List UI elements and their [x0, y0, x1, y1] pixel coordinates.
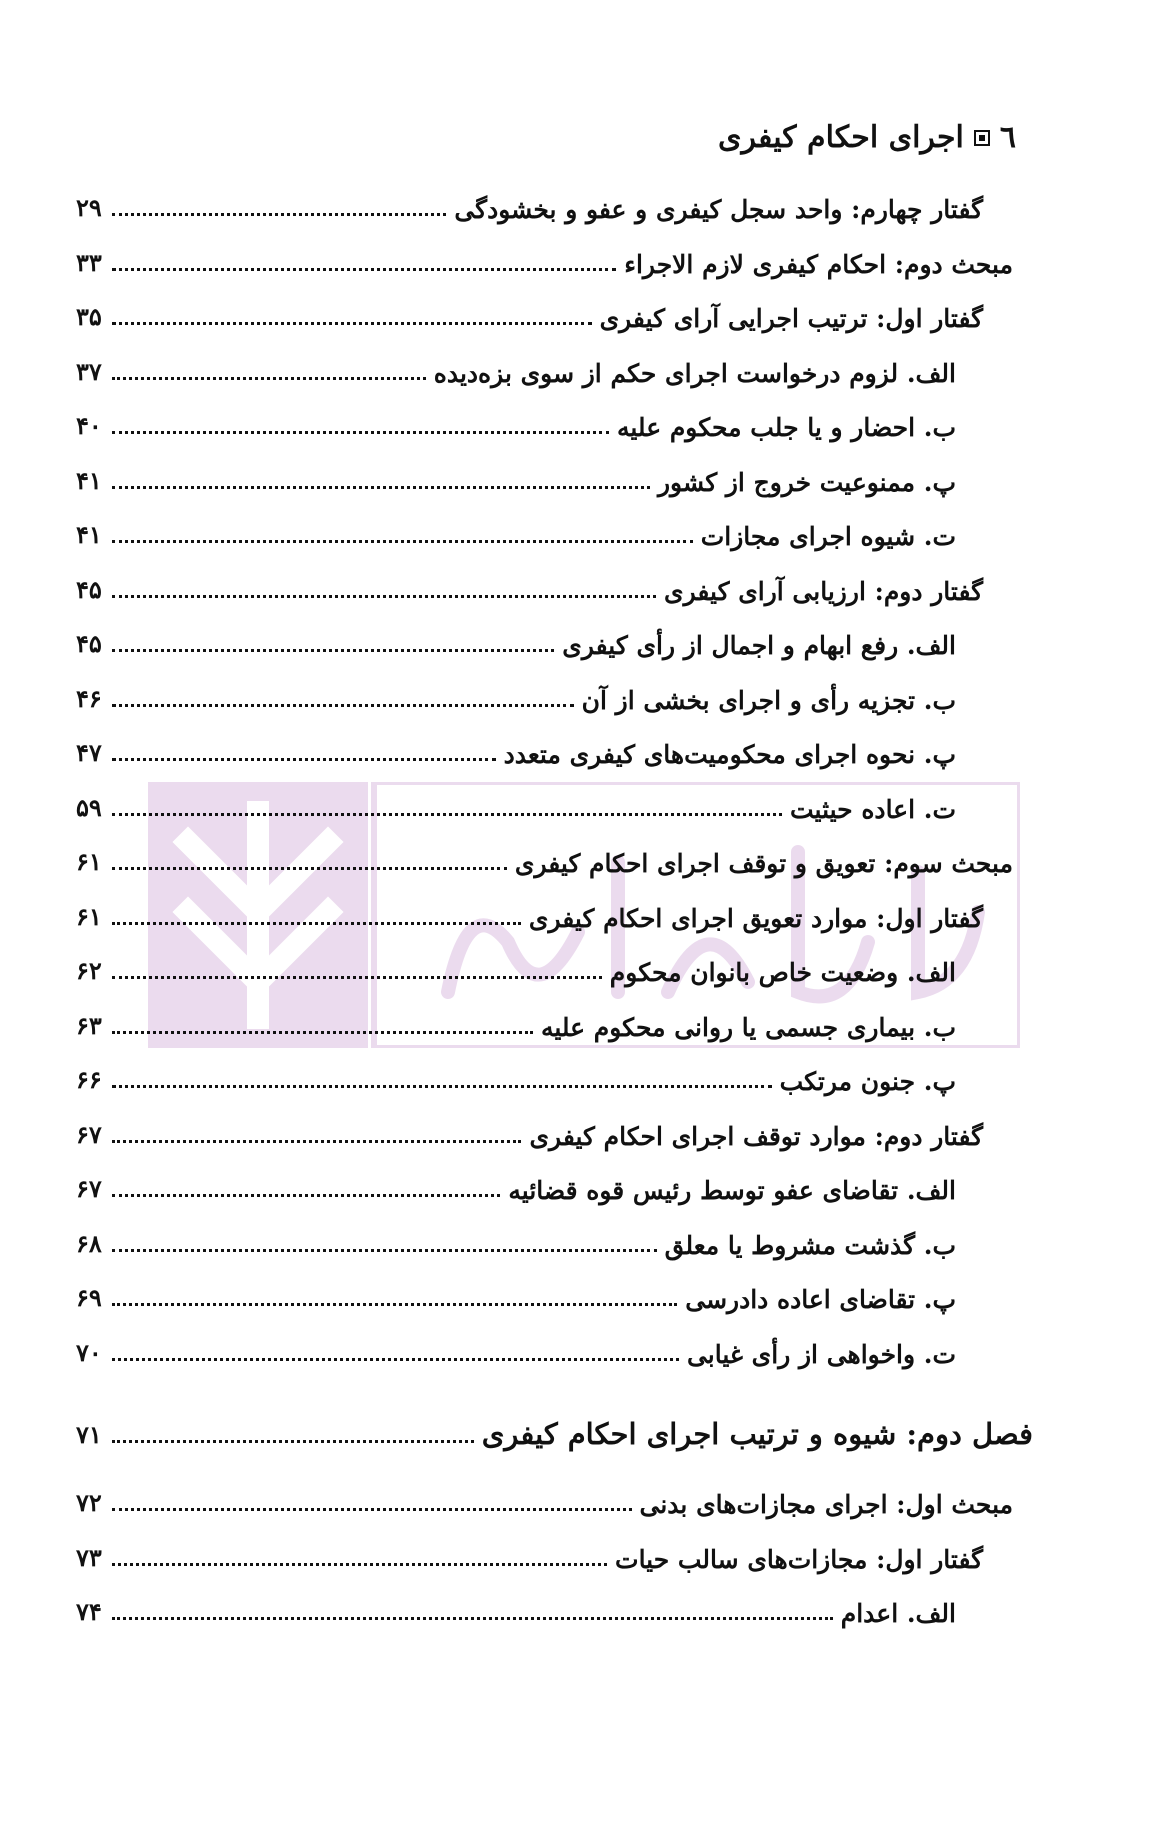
book-title: اجرای احکام کیفری — [718, 120, 964, 155]
toc-entry-page-number: ۷۴ — [76, 1597, 102, 1626]
toc-entry-title: پ. تقاضای اعاده دادرسی — [685, 1285, 956, 1314]
dot-leader — [112, 1358, 679, 1361]
toc-entry — [0, 1109, 1161, 1153]
square-bullet-icon — [974, 130, 990, 146]
toc-entry — [0, 673, 1161, 717]
toc-entry — [0, 782, 1161, 826]
dot-leader — [112, 1249, 657, 1252]
toc-entry — [0, 509, 1161, 553]
toc-entry — [0, 1586, 1161, 1630]
toc-entry-page-number: ۴۰ — [76, 411, 102, 440]
toc-entry-page-number: ۶۹ — [76, 1283, 102, 1312]
dot-leader — [112, 377, 426, 380]
dot-leader — [112, 322, 592, 325]
toc-entry-title: الف. رفع ابهام و اجمال از رأی کیفری — [562, 631, 956, 660]
toc-entry — [0, 618, 1161, 662]
toc-entry-title: الف. اعدام — [840, 1599, 956, 1628]
toc-entry-page-number: ۲۹ — [76, 193, 102, 222]
toc-entry-title: پ. نحوه اجرای محکومیت‌های کیفری متعدد — [503, 740, 956, 769]
toc-entry-title: ب. تجزیه رأی و اجرای بخشی از آن — [581, 685, 956, 715]
toc-entry-page-number: ۴۱ — [76, 520, 102, 549]
toc-entry-title: الف. لزوم درخواست اجرای حکم از سوی بزه‌دیده — [433, 358, 956, 388]
toc-entry-page-number: ۶۷ — [76, 1119, 102, 1149]
dot-leader — [112, 1194, 500, 1197]
toc-entry-page-number: ۴۶ — [76, 683, 102, 713]
toc-entry-title: ت. اعاده حیثیت — [790, 794, 956, 824]
toc-entry-title: گفتار دوم: ارزیابی آرای کیفری — [664, 576, 983, 606]
toc-entry-page-number: ۷۰ — [76, 1337, 102, 1367]
toc-entry-page-number: ۶۷ — [76, 1174, 102, 1203]
dot-leader — [112, 268, 616, 271]
toc-entry-page-number: ۶۶ — [76, 1065, 102, 1094]
dot-leader — [112, 649, 554, 652]
dot-leader — [112, 213, 446, 216]
running-header — [718, 120, 1016, 155]
toc-entry — [0, 1272, 1161, 1316]
toc-entry — [0, 455, 1161, 499]
toc-entry-title: مبحث سوم: تعویق و توقف اجرای احکام کیفری — [514, 849, 1013, 878]
toc-entry-title: گفتار اول: ترتیب اجرایی آرای کیفری — [599, 304, 983, 333]
toc-entry-title: فصل دوم: شیوه و ترتیب اجرای احکام کیفری — [481, 1417, 1033, 1451]
dot-leader — [112, 595, 656, 598]
toc-entry-title: ب. احضار و یا جلب محکوم علیه — [616, 413, 956, 442]
dot-leader — [112, 1563, 607, 1566]
dot-leader — [112, 813, 782, 816]
toc-entry-title: ب. گذشت مشروط یا معلق — [664, 1230, 956, 1260]
toc-entry-title: مبحث دوم: احکام کیفری لازم الاجراء — [624, 249, 1013, 279]
toc-entry — [0, 1218, 1161, 1262]
toc-entry — [0, 1477, 1161, 1521]
toc-entry — [0, 400, 1161, 444]
dot-leader — [112, 486, 650, 489]
toc-entry-page-number: ۷۲ — [76, 1488, 102, 1517]
toc-entry — [0, 182, 1161, 226]
toc-entry-page-number: ۶۱ — [76, 901, 102, 931]
toc-entry-title: الف. تقاضای عفو توسط رئیس قوه قضائیه — [508, 1176, 956, 1205]
toc-entry-page-number: ۶۸ — [76, 1228, 102, 1258]
toc-entry — [0, 727, 1161, 771]
toc-entry — [0, 1054, 1161, 1098]
dot-leader — [112, 1440, 474, 1443]
toc-entry — [0, 237, 1161, 281]
dot-leader — [112, 1085, 772, 1088]
toc-entry-page-number: ۵۹ — [76, 792, 102, 822]
dot-leader — [112, 976, 602, 979]
toc-entry — [0, 1532, 1161, 1576]
toc-entry-page-number: ۶۲ — [76, 956, 102, 985]
toc-entry-title: گفتار اول: مجازات‌های سالب حیات — [615, 1544, 983, 1574]
toc-entry-title: پ. جنون مرتکب — [779, 1067, 956, 1096]
toc-entry — [0, 291, 1161, 335]
toc-entry — [0, 564, 1161, 608]
toc-entry-page-number: ۳۵ — [76, 302, 102, 331]
toc-entry-title: ت. واخواهی از رأی غیابی — [686, 1339, 956, 1369]
toc-entry — [0, 891, 1161, 935]
dot-leader — [112, 540, 693, 543]
toc-entry-page-number: ۴۷ — [76, 738, 102, 767]
toc-entry — [0, 1327, 1161, 1371]
toc-entry-title: گفتار چهارم: واحد سجل کیفری و عفو و بخشودگی — [454, 195, 983, 224]
toc-entry — [0, 1000, 1161, 1044]
toc-entry-page-number: ۳۷ — [76, 356, 102, 386]
dot-leader — [112, 1303, 677, 1306]
toc-entry-page-number: ۴۵ — [76, 629, 102, 658]
toc-entry-page-number: ۶۱ — [76, 847, 102, 876]
dot-leader — [112, 867, 507, 870]
toc-entry-title: ب. بیماری جسمی یا روانی محکوم علیه — [540, 1012, 956, 1042]
toc-entry-page-number: ۳۳ — [76, 247, 102, 277]
toc-entry — [0, 1409, 1161, 1453]
dot-leader — [112, 431, 609, 434]
toc-entry — [0, 1163, 1161, 1207]
toc-entry-title: پ. ممنوعیت خروج از کشور — [657, 467, 956, 497]
toc-entry-page-number: ۷۱ — [76, 1420, 102, 1449]
dot-leader — [112, 1031, 533, 1034]
dot-leader — [112, 922, 521, 925]
toc-entry-title: گفتار اول: موارد تعویق اجرای احکام کیفری — [528, 903, 983, 933]
toc-entry — [0, 836, 1161, 880]
toc-entry-page-number: ۴۵ — [76, 574, 102, 604]
page-number: ٦ — [999, 120, 1016, 155]
toc-entry — [0, 346, 1161, 390]
dot-leader — [112, 704, 574, 707]
toc-entry-page-number: ۶۳ — [76, 1010, 102, 1040]
dot-leader — [112, 758, 496, 761]
toc-entry-page-number: ۷۳ — [76, 1542, 102, 1572]
dot-leader — [112, 1617, 833, 1620]
toc-entry-title: مبحث اول: اجرای مجازات‌های بدنی — [639, 1490, 1013, 1519]
toc-entry-title: گفتار دوم: موارد توقف اجرای احکام کیفری — [529, 1121, 983, 1151]
dot-leader — [112, 1140, 521, 1143]
toc-entry-page-number: ۴۱ — [76, 465, 102, 495]
toc-entry-title: ت. شیوه اجرای مجازات — [700, 522, 956, 551]
dot-leader — [112, 1508, 632, 1511]
toc-entry-title: الف. وضعیت خاص بانوان محکوم — [609, 958, 956, 987]
toc-entry — [0, 945, 1161, 989]
